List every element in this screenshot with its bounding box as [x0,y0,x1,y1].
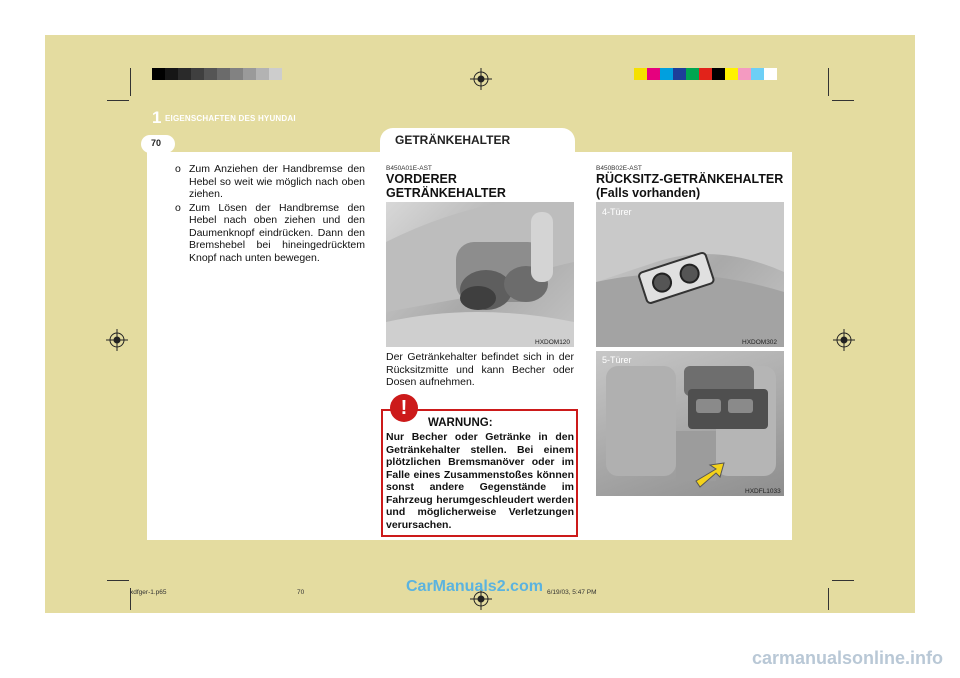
color-swatch [269,68,282,80]
front-heading-line2: GETRÄNKEHALTER [386,186,506,200]
rear-4door-image-code: HXDOM302 [742,339,778,346]
list-bullet: o [175,163,181,175]
footer-date: 6/19/03, 5:47 PM [547,589,597,596]
color-swatch [256,68,269,80]
crop-mark [130,68,131,96]
front-section-code: B450A01E-AST [386,165,432,172]
handbrake-instructions [175,163,365,265]
crop-mark [828,588,829,610]
front-description: Der Getränkehalter befindet sich in der Rücksitzmitte und kann Becher oder Dosen aufnehmen. [386,351,574,388]
rear-cupholder-4door-photo [596,202,784,347]
color-swatch [165,68,178,80]
registration-mark-icon [470,68,492,90]
crop-mark [107,100,129,101]
list-item [175,202,365,265]
cupholder-illustration [386,202,574,347]
color-swatch [217,68,230,80]
warning-exclamation-icon: ! [390,394,418,422]
page-number: 70 [151,138,162,148]
color-swatch [673,68,686,80]
color-swatch [230,68,243,80]
rear-section-code: B450B02E-AST [596,165,642,172]
section-title: GETRÄNKEHALTER [395,133,511,147]
list-item-text: Zum Lösen der Handbremse den Hebel nach oben ziehen und den Daumenknopf eindrücken. Dann den Bremshebel bei hineingedrücktem Knopf nach unten bewegen. [189,201,365,264]
color-swatch [764,68,777,80]
color-swatch [660,68,673,80]
front-image-code: HXDOM120 [535,339,571,346]
color-swatch [178,68,191,80]
registration-mark-icon [833,329,855,351]
rear-cupholder-5door-photo [596,351,784,496]
rear-heading-line2: (Falls vorhanden) [596,186,701,200]
crop-mark [828,68,829,96]
rear-heading-line1: RÜCKSITZ-GETRÄNKEHALTER [596,172,784,186]
color-swatch [191,68,204,80]
grayscale-calibration-bar [152,68,282,80]
color-swatch [634,68,647,80]
rear-5door-label: 5-Türer [602,355,632,365]
chapter-number: 1 [152,108,162,127]
color-swatch [751,68,764,80]
front-heading-line1: VORDERER [386,172,457,186]
color-swatch [712,68,725,80]
crop-mark [107,580,129,581]
color-swatch [699,68,712,80]
registration-mark-icon [106,329,128,351]
color-swatch [152,68,165,80]
list-item-text: Zum Anziehen der Handbremse den Hebel so weit wie möglich nach oben ziehen. [189,163,365,200]
footer-file: xdfger-1.p65 [130,589,167,596]
rear-5door-illustration [596,351,784,496]
color-swatch [204,68,217,80]
rear-4door-label: 4-Türer [602,207,632,217]
chapter-title: EIGENSCHAFTEN DES HYUNDAI [165,114,296,123]
list-item [175,163,365,201]
color-swatch [725,68,738,80]
list-bullet: o [175,201,181,214]
warning-text: Nur Becher oder Getränke in den Getränkehalter stellen. Bei einem plötzlichen Bremsmanöver oder im Falle eines Zusammenstoßes können sonst andere Gegenstände im Fahrzeug herumgeschleudert werden und möglicherweise Verletzungen verursachen. [386,431,574,531]
watermark-secondary: carmanualsonline.info [752,648,944,668]
warning-title: WARNUNG: [428,417,493,429]
color-swatch [686,68,699,80]
color-swatch [738,68,751,80]
footer-page: 70 [297,589,305,596]
crop-mark [832,580,854,581]
watermark-primary: CarManuals2.com [406,578,543,595]
color-swatch [243,68,256,80]
color-calibration-bar [634,68,777,80]
rear-5door-image-code: HXDFL1033 [745,488,781,495]
crop-mark [832,100,854,101]
rear-4door-illustration [596,202,784,347]
front-cupholder-photo [386,202,574,347]
color-swatch [647,68,660,80]
